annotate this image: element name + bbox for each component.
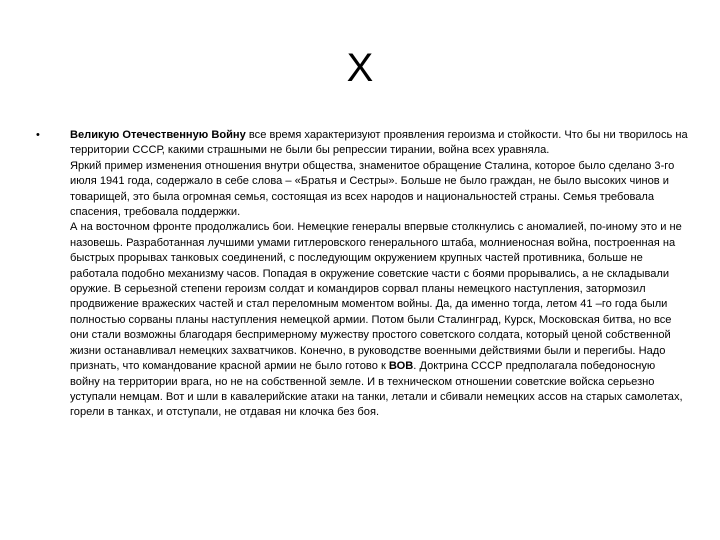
paragraph-eastern-front-text-end: . Доктрина СССР предполагала победоносную войну на территории врага, но не на собственной земле. И в техническом отношении советские войска серьезно уступали немцам. Вот и шли в кавалерийские атаки на танки, летали и сбивали немецких ассов на старых самолетах, горели в танках, и отступали, не отдавая ни клочка без боя. bbox=[70, 360, 683, 419]
bullet-item bbox=[36, 128, 688, 421]
paragraph-stalin-address: Яркий пример изменения отношения внутри общества, знаменитое обращение Сталина, которое было сделано 3-го июля 1941 года, содержало в себе слова – «Братья и Сестры». Больше не было граждан, не было высоких чинов и товарищей, это была огромная семья, состоящая из всех народов и национальностей страны. Семья требовала спасения, требовала поддержки. bbox=[70, 159, 675, 219]
bullet-body-text bbox=[70, 128, 688, 421]
paragraph-intro bbox=[70, 128, 688, 159]
paragraph-eastern-front bbox=[70, 220, 688, 420]
paragraph-intro-bold: Великую Отечественную Войну bbox=[70, 129, 246, 141]
slide-title: Х bbox=[346, 46, 374, 90]
paragraph-eastern-front-text: А на восточном фронте продолжались бои. Немецкие генералы впервые столкнулись с аномалией, по-иному это и не назовешь. Разработанная лучшими умами гитлеровского генерального штаба, молниеносная война, построенная на быстрых прорывах танковых соединений, с последующим окружением крупных частей противника, больше не работала подобно механизму часов. Попадая в окружение советские части с боями прорывались, а не складывали оружие. В серьезной степени героизм солдат и командиров сорвал планы немецкого наступления, затормозил продвижение вражеских частей и стал переломным моментом войны. Да, да именно тогда, летом 41 –го года были полностью сорваны планы наступления немецкой армии. Потом были Сталинград, Курск, Московская битва, но все они стали возможны благодаря беспримерному мужеству простого советского солдата, который ценой собственной жизни останавливал немецких захватчиков. Конечно, в руководстве военными действиями были и перегибы. Надо признать, что командование красной армии не было готово к bbox=[70, 221, 682, 373]
abbreviation-vov: ВОВ bbox=[388, 360, 414, 373]
paragraph-intro-text: все время характеризуют проявления героизма и стойкости. Что бы ни творилось на территории СССР, какими страшными не были бы репрессии тирании, война всех уравняла. bbox=[70, 129, 688, 157]
bullet-marker: • bbox=[36, 129, 40, 141]
